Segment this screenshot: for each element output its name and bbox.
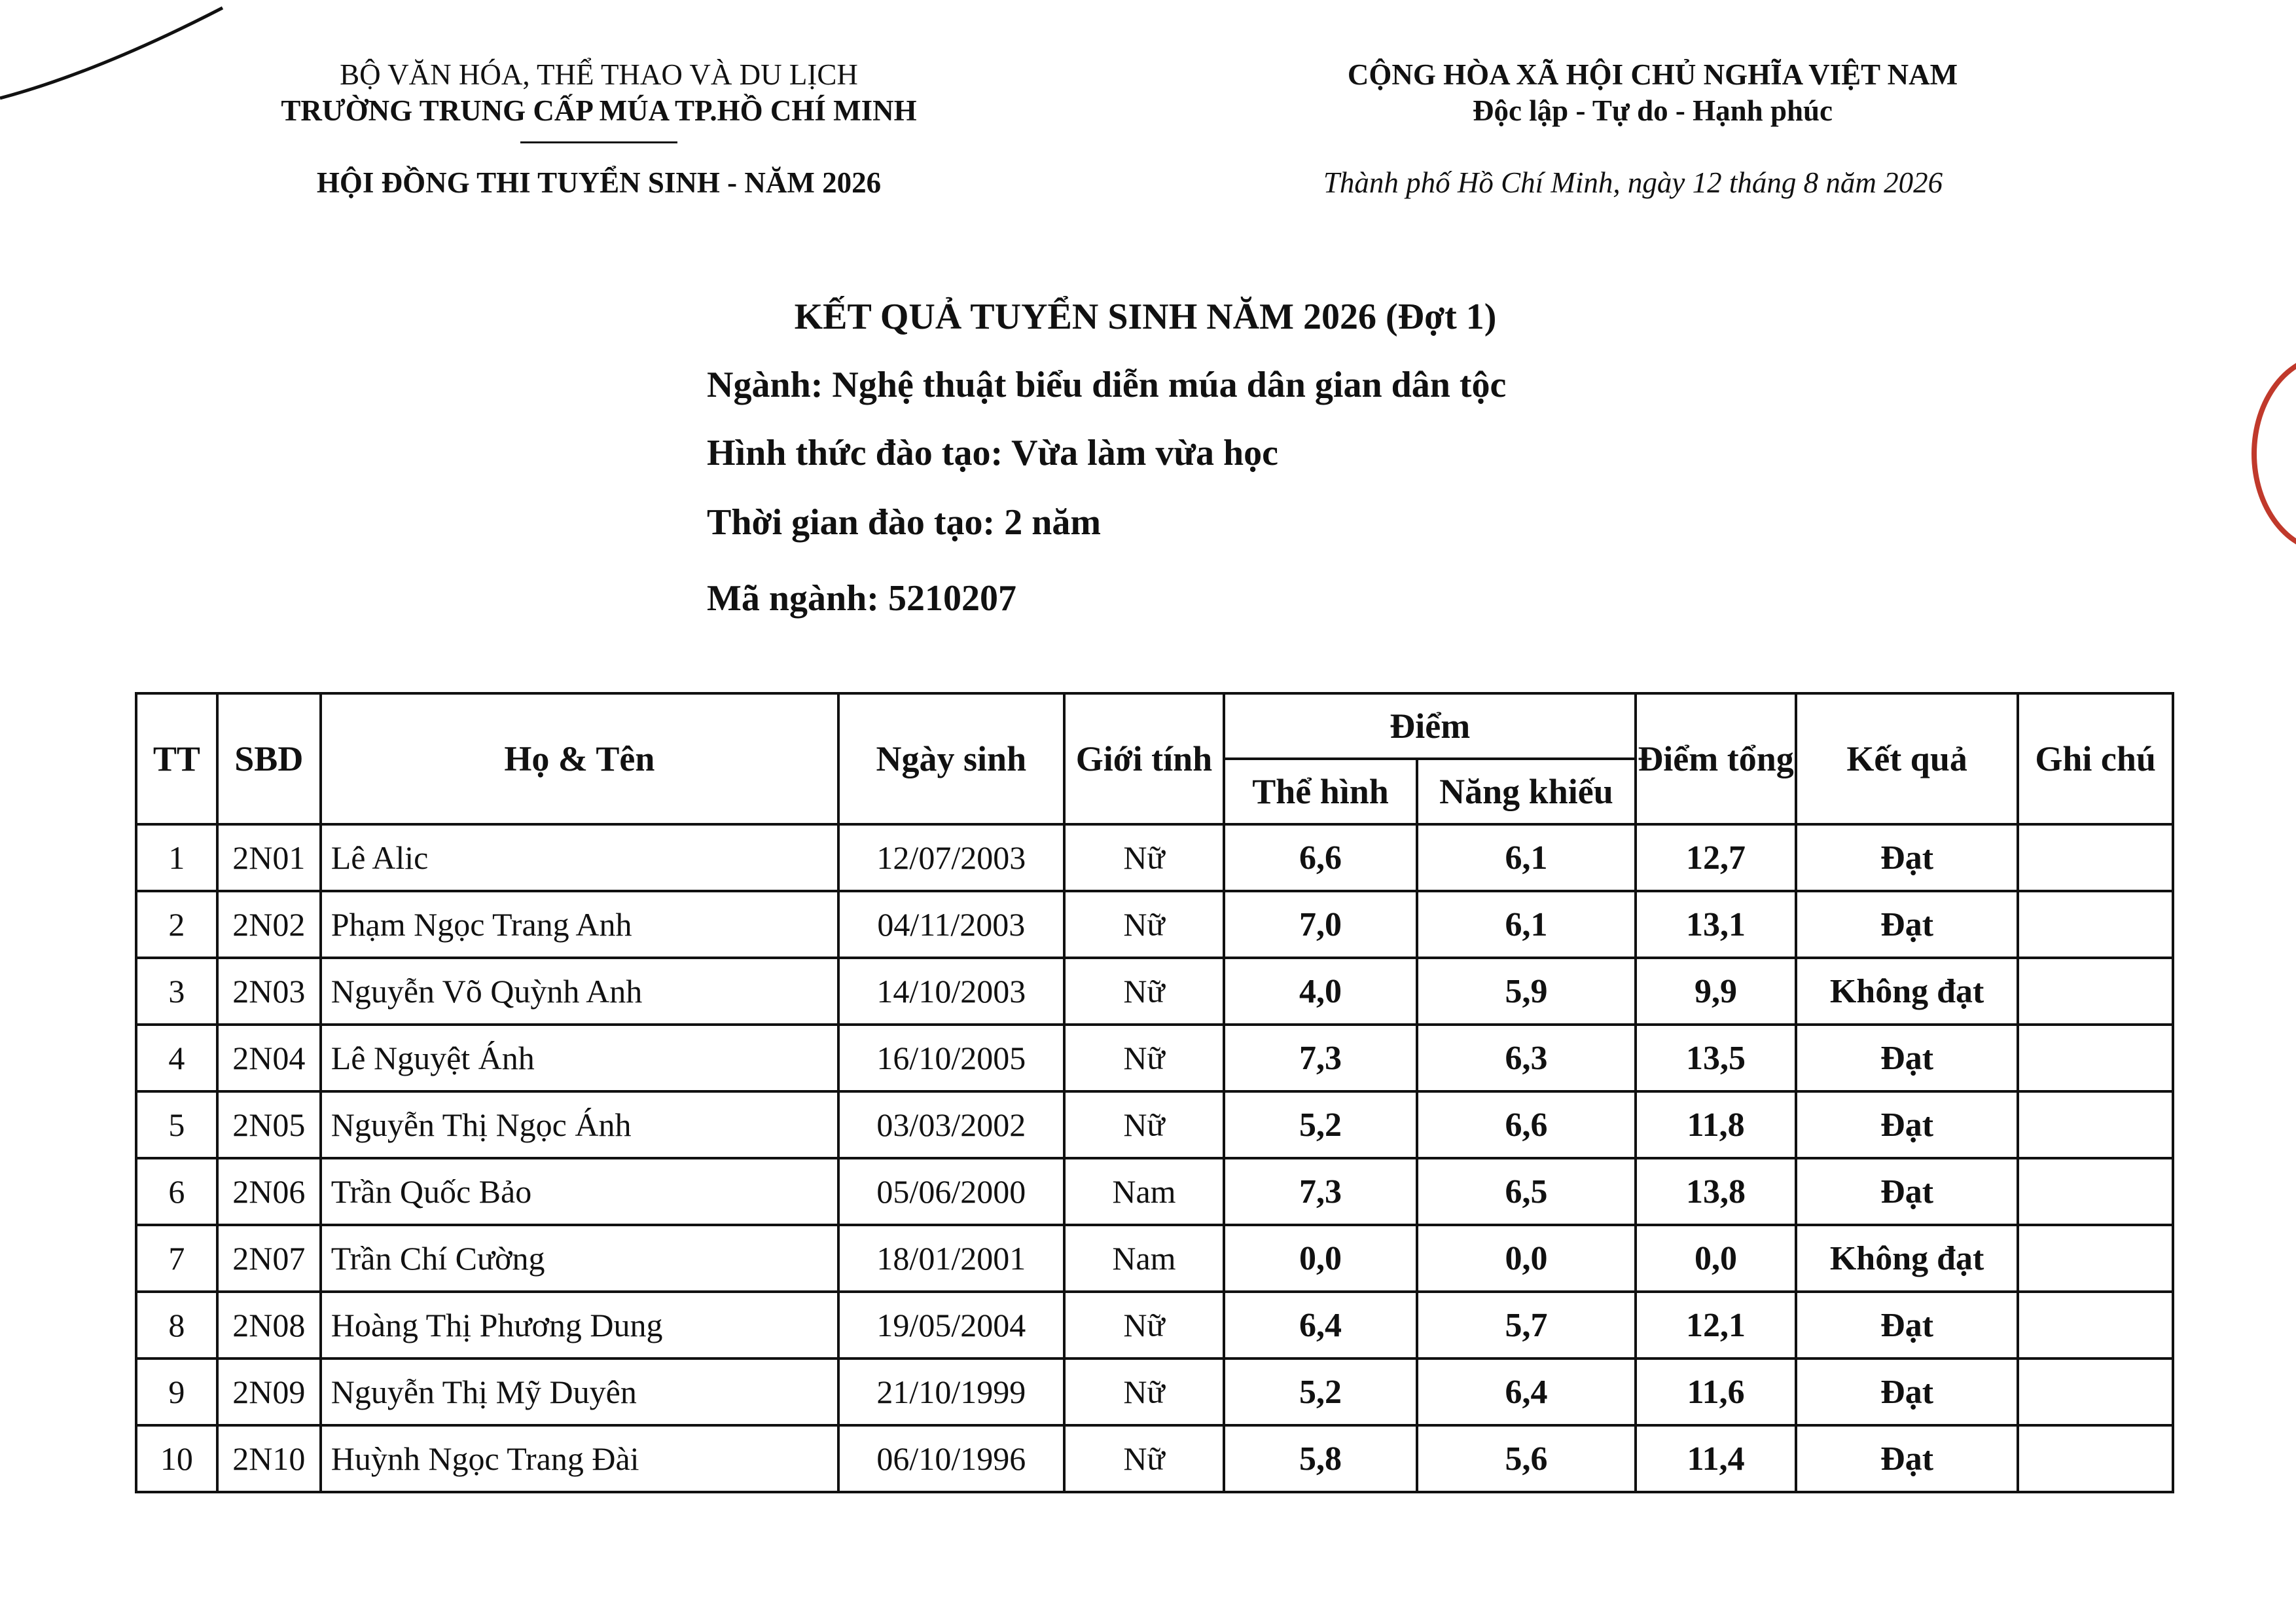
header-dob: Ngày sinh bbox=[838, 693, 1064, 824]
cell-name: Hoàng Thị Phương Dung bbox=[321, 1292, 838, 1359]
cell-total: 0,0 bbox=[1636, 1225, 1796, 1292]
cell-total: 12,1 bbox=[1636, 1292, 1796, 1359]
table-row bbox=[136, 824, 2173, 891]
header-left-divider bbox=[520, 141, 677, 143]
results-table bbox=[135, 692, 2174, 1493]
cell-tt: 2 bbox=[136, 891, 217, 958]
cell-note bbox=[2018, 824, 2173, 891]
header-sbd: SBD bbox=[217, 693, 321, 824]
cell-gender: Nữ bbox=[1064, 1359, 1225, 1425]
cell-tt: 10 bbox=[136, 1425, 217, 1492]
cell-gender: Nữ bbox=[1064, 958, 1225, 1025]
cell-tt: 9 bbox=[136, 1359, 217, 1425]
cell-physique: 5,2 bbox=[1224, 1091, 1416, 1158]
table-row bbox=[136, 1292, 2173, 1359]
cell-dob: 19/05/2004 bbox=[838, 1292, 1064, 1359]
cell-name: Huỳnh Ngọc Trang Đài bbox=[321, 1425, 838, 1492]
cell-physique: 5,8 bbox=[1224, 1425, 1416, 1492]
cell-gender: Nam bbox=[1064, 1225, 1225, 1292]
cell-tt: 4 bbox=[136, 1025, 217, 1091]
cell-result: Đạt bbox=[1796, 891, 2018, 958]
training-form-line: Hình thức đào tạo: Vừa làm vừa học bbox=[707, 433, 1278, 473]
ministry-name: BỘ VĂN HÓA, THỂ THAO VÀ DU LỊCH bbox=[340, 58, 858, 91]
cell-physique: 5,2 bbox=[1224, 1359, 1416, 1425]
cell-dob: 18/01/2001 bbox=[838, 1225, 1064, 1292]
table-row bbox=[136, 1158, 2173, 1225]
table-row bbox=[136, 1025, 2173, 1091]
red-seal-stamp bbox=[2251, 354, 2296, 554]
cell-gender: Nữ bbox=[1064, 824, 1225, 891]
table-row bbox=[136, 1359, 2173, 1425]
cell-sbd: 2N06 bbox=[217, 1158, 321, 1225]
cell-aptitude: 5,7 bbox=[1417, 1292, 1636, 1359]
cell-gender: Nữ bbox=[1064, 1425, 1225, 1492]
header-score: Điểm bbox=[1224, 693, 1636, 759]
cell-result: Đạt bbox=[1796, 1025, 2018, 1091]
table-row bbox=[136, 958, 2173, 1025]
cell-name: Nguyễn Thị Ngọc Ánh bbox=[321, 1091, 838, 1158]
cell-sbd: 2N10 bbox=[217, 1425, 321, 1492]
cell-result: Đạt bbox=[1796, 1425, 2018, 1492]
cell-dob: 06/10/1996 bbox=[838, 1425, 1064, 1492]
cell-note bbox=[2018, 1225, 2173, 1292]
cell-name: Trần Chí Cường bbox=[321, 1225, 838, 1292]
council-name: HỘI ĐỒNG THI TUYỂN SINH - NĂM 2026 bbox=[316, 166, 882, 199]
cell-dob: 03/03/2002 bbox=[838, 1091, 1064, 1158]
cell-dob: 16/10/2005 bbox=[838, 1025, 1064, 1091]
cell-result: Đạt bbox=[1796, 1091, 2018, 1158]
cell-note bbox=[2018, 958, 2173, 1025]
cell-total: 11,8 bbox=[1636, 1091, 1796, 1158]
cell-aptitude: 5,9 bbox=[1417, 958, 1636, 1025]
scan-artifact-mark bbox=[0, 0, 249, 118]
cell-tt: 6 bbox=[136, 1158, 217, 1225]
cell-total: 9,9 bbox=[1636, 958, 1796, 1025]
cell-tt: 3 bbox=[136, 958, 217, 1025]
cell-physique: 0,0 bbox=[1224, 1225, 1416, 1292]
duration-line: Thời gian đào tạo: 2 năm bbox=[707, 502, 1101, 543]
cell-sbd: 2N09 bbox=[217, 1359, 321, 1425]
cell-total: 12,7 bbox=[1636, 824, 1796, 891]
cell-sbd: 2N01 bbox=[217, 824, 321, 891]
cell-aptitude: 5,6 bbox=[1417, 1425, 1636, 1492]
cell-name: Phạm Ngọc Trang Anh bbox=[321, 891, 838, 958]
cell-dob: 12/07/2003 bbox=[838, 824, 1064, 891]
cell-name: Nguyễn Võ Quỳnh Anh bbox=[321, 958, 838, 1025]
results-table-body bbox=[136, 824, 2173, 1492]
cell-gender: Nữ bbox=[1064, 1091, 1225, 1158]
cell-aptitude: 0,0 bbox=[1417, 1225, 1636, 1292]
cell-name: Nguyễn Thị Mỹ Duyên bbox=[321, 1359, 838, 1425]
cell-total: 11,6 bbox=[1636, 1359, 1796, 1425]
cell-name: Lê Alic bbox=[321, 824, 838, 891]
cell-dob: 05/06/2000 bbox=[838, 1158, 1064, 1225]
cell-result: Đạt bbox=[1796, 1158, 2018, 1225]
cell-result: Đạt bbox=[1796, 1292, 2018, 1359]
cell-tt: 1 bbox=[136, 824, 217, 891]
cell-note bbox=[2018, 1025, 2173, 1091]
cell-aptitude: 6,1 bbox=[1417, 891, 1636, 958]
cell-aptitude: 6,5 bbox=[1417, 1158, 1636, 1225]
cell-note bbox=[2018, 1359, 2173, 1425]
cell-gender: Nữ bbox=[1064, 1025, 1225, 1091]
header-note: Ghi chú bbox=[2018, 693, 2173, 824]
cell-note bbox=[2018, 1425, 2173, 1492]
major-code-line: Mã ngành: 5210207 bbox=[707, 578, 1016, 619]
cell-sbd: 2N07 bbox=[217, 1225, 321, 1292]
table-row bbox=[136, 1425, 2173, 1492]
cell-physique: 6,4 bbox=[1224, 1292, 1416, 1359]
header-aptitude: Năng khiếu bbox=[1417, 759, 1636, 824]
country-name: CỘNG HÒA XÃ HỘI CHỦ NGHĨA VIỆT NAM bbox=[1347, 58, 1958, 91]
cell-dob: 21/10/1999 bbox=[838, 1359, 1064, 1425]
cell-tt: 8 bbox=[136, 1292, 217, 1359]
cell-sbd: 2N03 bbox=[217, 958, 321, 1025]
cell-aptitude: 6,4 bbox=[1417, 1359, 1636, 1425]
cell-physique: 7,3 bbox=[1224, 1158, 1416, 1225]
cell-physique: 4,0 bbox=[1224, 958, 1416, 1025]
cell-total: 13,8 bbox=[1636, 1158, 1796, 1225]
national-motto: Độc lập - Tự do - Hạnh phúc bbox=[1472, 94, 1833, 127]
cell-physique: 6,6 bbox=[1224, 824, 1416, 891]
cell-gender: Nam bbox=[1064, 1158, 1225, 1225]
cell-aptitude: 6,6 bbox=[1417, 1091, 1636, 1158]
page-title: KẾT QUẢ TUYỂN SINH NĂM 2026 (Đợt 1) bbox=[794, 297, 1497, 337]
header-name: Họ & Tên bbox=[321, 693, 838, 824]
cell-result: Không đạt bbox=[1796, 1225, 2018, 1292]
header-physique: Thể hình bbox=[1224, 759, 1416, 824]
cell-note bbox=[2018, 1292, 2173, 1359]
cell-result: Đạt bbox=[1796, 824, 2018, 891]
cell-aptitude: 6,1 bbox=[1417, 824, 1636, 891]
cell-result: Không đạt bbox=[1796, 958, 2018, 1025]
cell-result: Đạt bbox=[1796, 1359, 2018, 1425]
header-tt: TT bbox=[136, 693, 217, 824]
cell-tt: 7 bbox=[136, 1225, 217, 1292]
cell-total: 13,1 bbox=[1636, 891, 1796, 958]
header-gender: Giới tính bbox=[1064, 693, 1225, 824]
table-row bbox=[136, 1225, 2173, 1292]
date-line: Thành phố Hồ Chí Minh, ngày 12 tháng 8 năm 2026 bbox=[1323, 166, 1943, 199]
table-row bbox=[136, 891, 2173, 958]
cell-sbd: 2N02 bbox=[217, 891, 321, 958]
cell-sbd: 2N05 bbox=[217, 1091, 321, 1158]
cell-name: Trần Quốc Bảo bbox=[321, 1158, 838, 1225]
table-row bbox=[136, 1091, 2173, 1158]
cell-note bbox=[2018, 891, 2173, 958]
cell-physique: 7,0 bbox=[1224, 891, 1416, 958]
cell-sbd: 2N04 bbox=[217, 1025, 321, 1091]
header-result: Kết quả bbox=[1796, 693, 2018, 824]
cell-gender: Nữ bbox=[1064, 891, 1225, 958]
cell-total: 11,4 bbox=[1636, 1425, 1796, 1492]
cell-tt: 5 bbox=[136, 1091, 217, 1158]
cell-dob: 14/10/2003 bbox=[838, 958, 1064, 1025]
cell-aptitude: 6,3 bbox=[1417, 1025, 1636, 1091]
cell-physique: 7,3 bbox=[1224, 1025, 1416, 1091]
cell-note bbox=[2018, 1158, 2173, 1225]
cell-note bbox=[2018, 1091, 2173, 1158]
cell-gender: Nữ bbox=[1064, 1292, 1225, 1359]
header-total: Điểm tổng bbox=[1636, 693, 1796, 824]
cell-total: 13,5 bbox=[1636, 1025, 1796, 1091]
cell-sbd: 2N08 bbox=[217, 1292, 321, 1359]
school-name: TRƯỜNG TRUNG CẤP MÚA TP.HỒ CHÍ MINH bbox=[281, 94, 917, 127]
cell-dob: 04/11/2003 bbox=[838, 891, 1064, 958]
major-line: Ngành: Nghệ thuật biểu diễn múa dân gian dân tộc bbox=[707, 365, 1507, 405]
cell-name: Lê Nguyệt Ánh bbox=[321, 1025, 838, 1091]
